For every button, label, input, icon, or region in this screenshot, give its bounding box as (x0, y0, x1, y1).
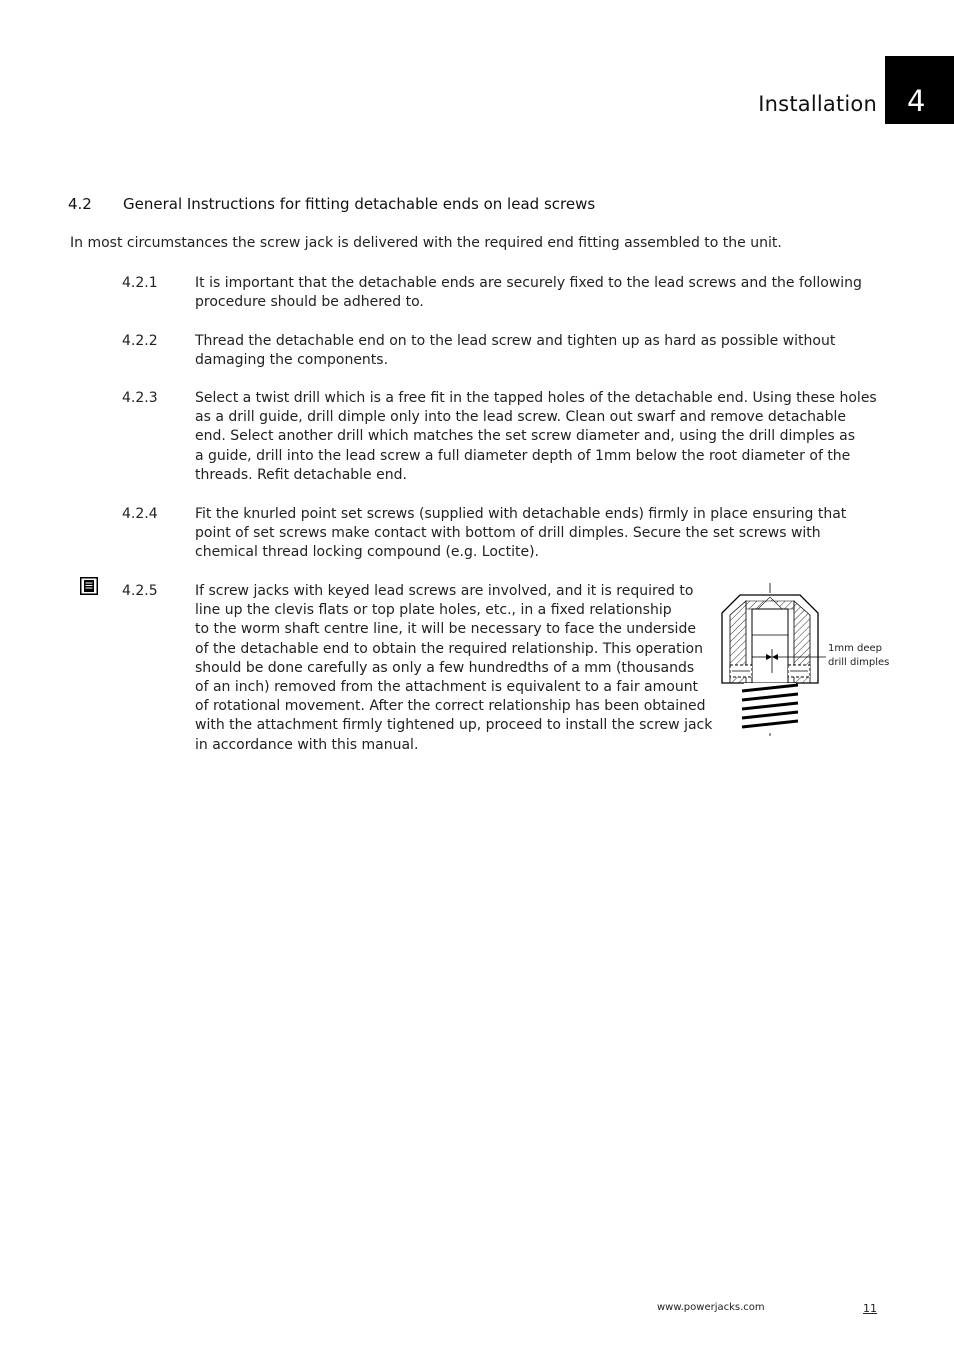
paragraph-line: of rotational movement. After the correct relationship has been obtained (195, 698, 706, 715)
paragraph-4-2-2 (122, 332, 882, 370)
paragraph-line: to the worm shaft centre line, it will be necessary to face the underside (195, 621, 696, 638)
section-number: 4.2 (68, 195, 92, 213)
paragraph-line: procedure should be adhered to. (195, 294, 424, 311)
paragraph-line: If screw jacks with keyed lead screws are involved, and it is required to (195, 583, 694, 599)
page-number: 11 (863, 1302, 877, 1315)
section-heading (68, 195, 595, 213)
paragraph-line: threads. Refit detachable end. (195, 466, 407, 483)
paragraph-line: It is important that the detachable ends are securely fixed to the lead screws and the following (195, 275, 862, 291)
paragraph-number: 4.2.1 (122, 275, 158, 291)
paragraph-line: Thread the detachable end on to the lead screw and tighten up as hard as possible without (195, 333, 836, 349)
paragraph-line: damaging the components. (195, 352, 389, 369)
paragraph-line: of an inch) removed from the attachment is equivalent to a fair amount (195, 679, 699, 696)
paragraph-line: point of set screws make contact with bottom of drill dimples. Secure the set screws with (195, 525, 821, 542)
paragraph-line: Select a twist drill which is a free fit in the tapped holes of the detachable end. Using these holes (195, 390, 877, 406)
chapter-title: Installation (758, 92, 877, 116)
paragraph-number: 4.2.3 (122, 390, 158, 406)
footer-url: www.powerjacks.com (657, 1302, 765, 1313)
paragraph-line: of the detachable end to obtain the required relationship. This operation (195, 640, 703, 657)
paragraph-line: end. Select another drill which matches the set screw diameter and, using the drill dimples as (195, 428, 855, 445)
paragraph-line: should be done carefully as only a few hundredths of a mm (thousands (195, 659, 695, 676)
section-title: General Instructions for fitting detachable ends on lead screws (123, 195, 596, 213)
paragraph-line: a guide, drill into the lead screw a full diameter depth of 1mm below the root diameter of the (195, 447, 851, 464)
paragraph-4-2-3 (122, 389, 882, 485)
figure-label: 1mm deep (828, 643, 883, 654)
figure-label: drill dimples (828, 657, 890, 668)
intro-paragraph: In most circumstances the screw jack is delivered with the required end fitting assembled to the unit. (70, 235, 782, 251)
paragraph-line: chemical thread locking compound (e.g. Loctite). (195, 544, 539, 561)
paragraph-4-2-4 (122, 505, 882, 563)
paragraph-line: in accordance with this manual. (195, 736, 419, 753)
paragraph-line: as a drill guide, drill dimple only into the lead screw. Clean out swarf and remove detachable (195, 409, 846, 426)
paragraph-line: line up the clevis flats or top plate holes, etc., in a fixed relationship (195, 602, 672, 619)
note-icon (80, 577, 98, 595)
paragraph-number: 4.2.2 (122, 333, 158, 349)
paragraph-line: Fit the knurled point set screws (supplied with detachable ends) firmly in place ensuring that (195, 506, 847, 522)
chapter-number: 4 (907, 84, 926, 118)
paragraph-4-2-1 (122, 274, 882, 312)
paragraph-number: 4.2.5 (122, 583, 158, 599)
chapter-tab (885, 56, 954, 124)
paragraph-line: with the attachment firmly tightened up, proceed to install the screw jack (195, 717, 713, 734)
paragraph-number: 4.2.4 (122, 506, 158, 522)
